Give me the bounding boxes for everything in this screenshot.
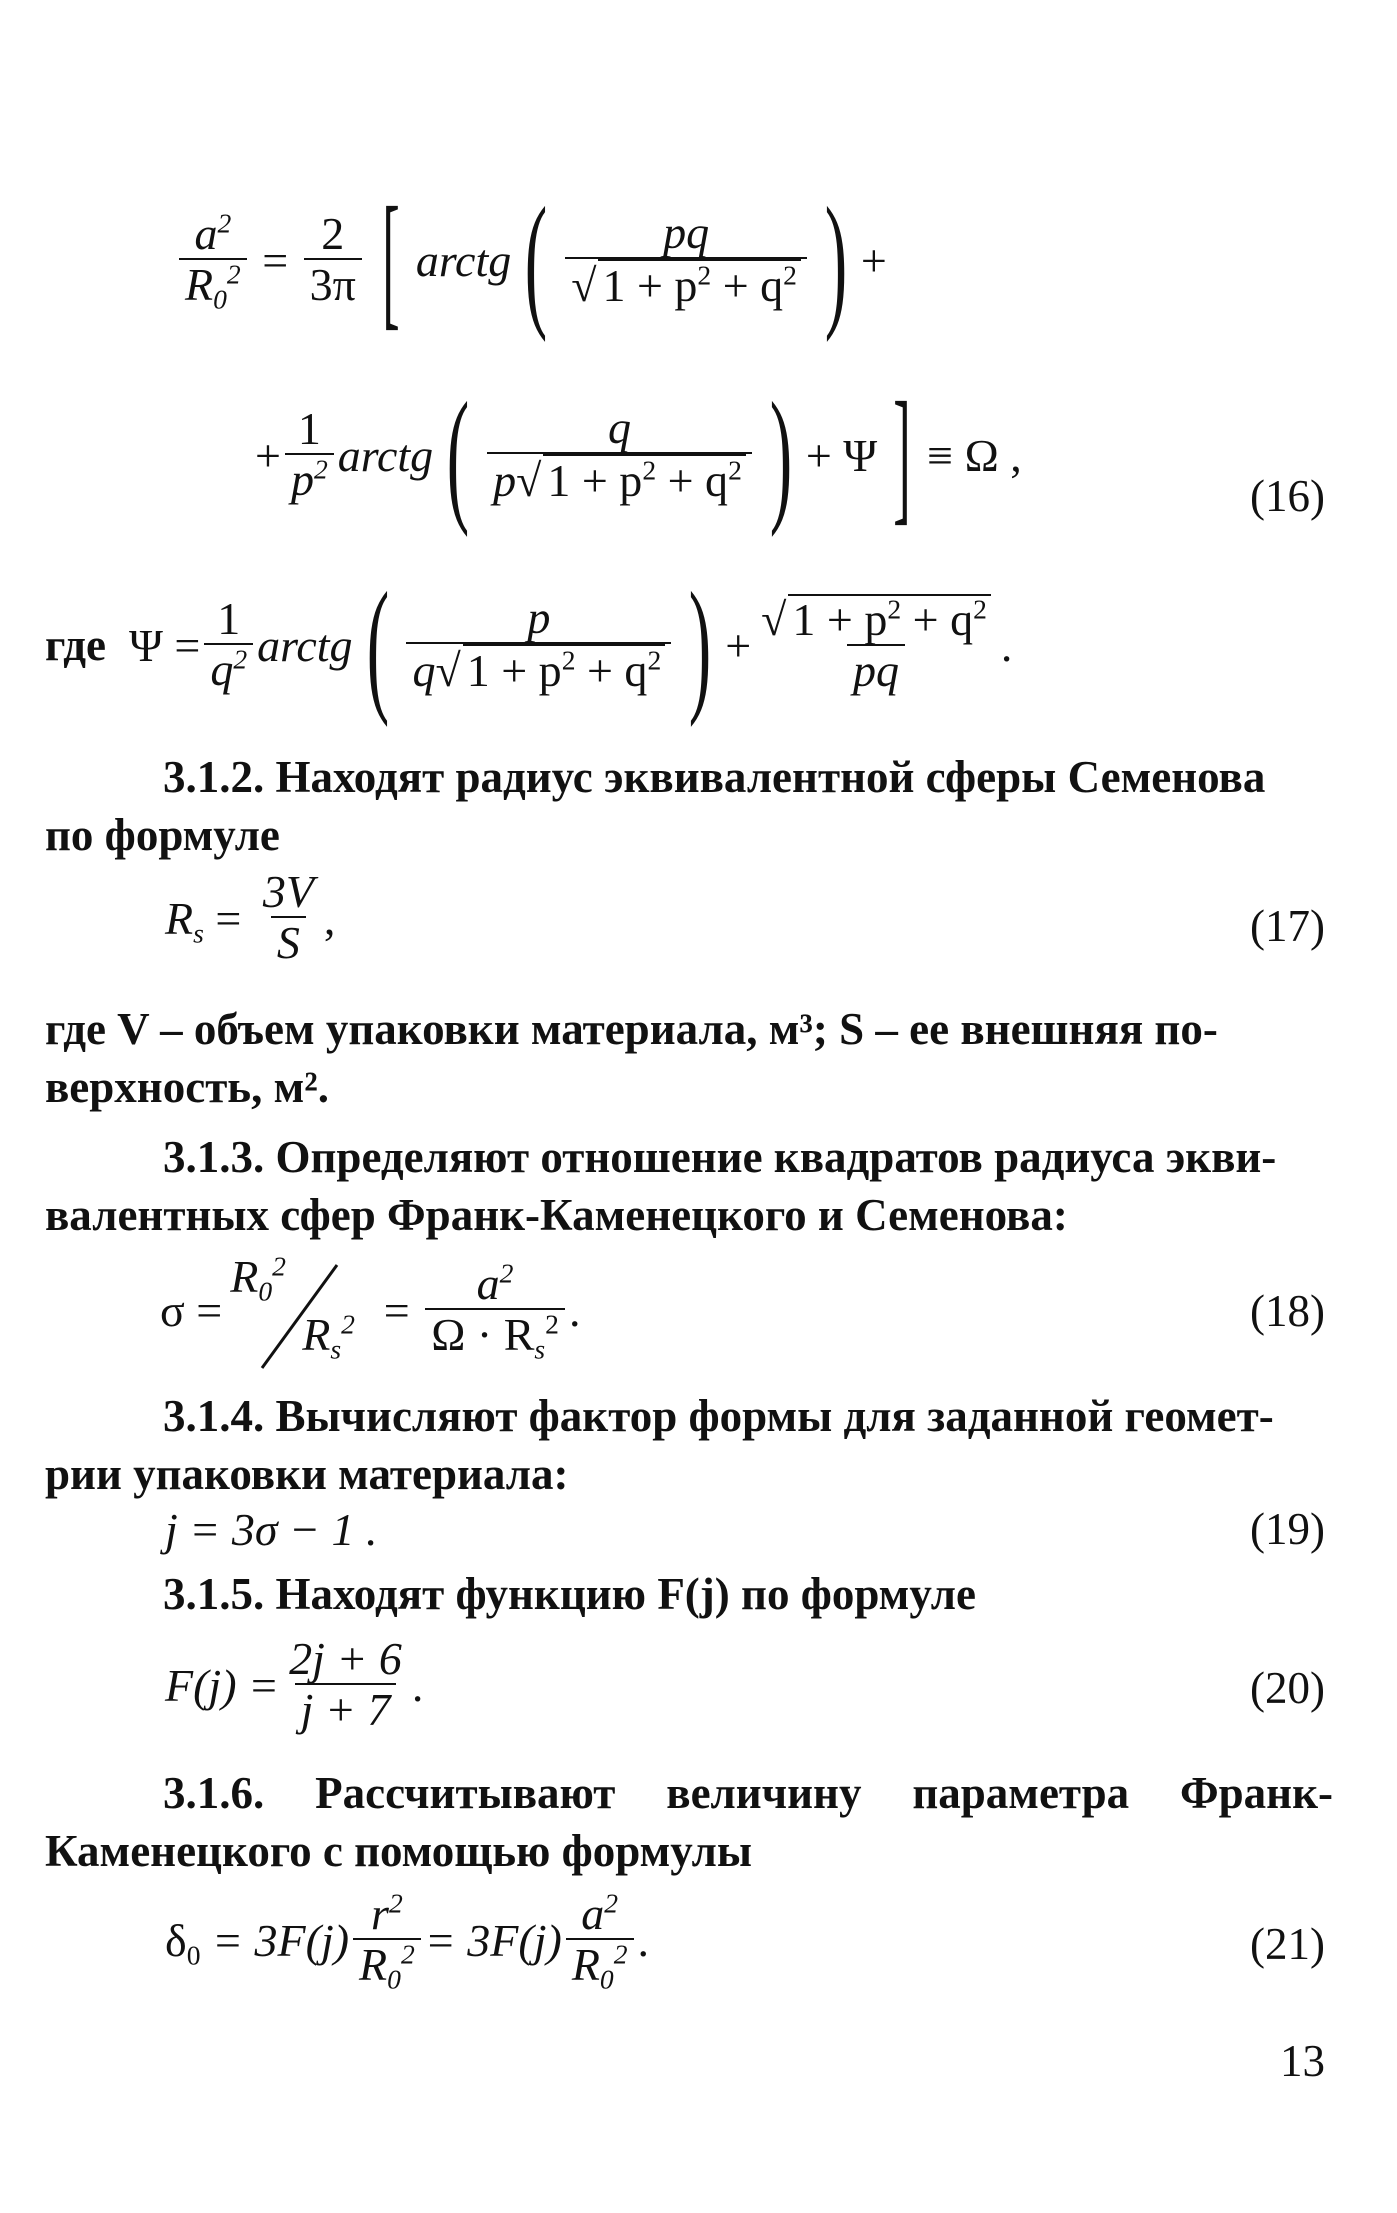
equation-17: $R_s$ = $\frac{3V}{S}$ , <box>165 866 336 969</box>
coef-fraction: $\frac{2}{3\pi}$ <box>304 210 362 311</box>
coef-fraction: $\frac{1}{p^2}$ <box>285 405 334 506</box>
equation-19-number: (19) <box>1250 1504 1325 1554</box>
arg-fraction: $\frac{pq}{√ 1 + p^2 + q^2}$ <box>565 209 807 312</box>
equation-21: $\delta_0$ = 3F(j) $\frac{r^2}{R_0^2}$ = 3F(j) $\frac{a^2}{R_0^2}$ . <box>165 1887 650 1995</box>
paragraph-3-1-2-line1: 3.1.2. Находят радиус эквивалентной сферы Семенова <box>163 752 1266 802</box>
equation-20-number: (20) <box>1250 1663 1325 1713</box>
lhs-fraction: $\frac{a^2}{R_0^2}$ <box>179 210 247 311</box>
second-fraction: $\frac{√ 1 + p^2 + q^2}{pq}$ <box>755 594 997 697</box>
fraction: $\frac{a^2}{\Omega \cdot R_s^2}$ <box>425 1260 565 1361</box>
paragraph-3-1-4-line1: 3.1.4. Вычисляют фактор формы для заданной геомет- <box>163 1391 1274 1441</box>
equation-17-number: (17) <box>1250 901 1325 951</box>
equation-20: F(j) = $\frac{2j + 6}{j + 7}$ . <box>165 1633 424 1736</box>
where-17-line2: верхность, м². <box>45 1062 329 1112</box>
equation-19: j = 3σ − 1 . <box>165 1504 378 1555</box>
fraction: $\frac{2j + 6}{j + 7}$ <box>289 1633 402 1736</box>
paragraph-3-1-5-line1: 3.1.5. Находят функцию F(j) по формуле <box>163 1569 976 1619</box>
fraction-1: $\frac{r^2}{R_0^2}$ <box>353 1890 421 1991</box>
psi-definition: где Ψ = $\frac{1}{q^2}$ arctg ( $\frac{p}{q√ 1 + p^2 + q^2}$ ) + $\frac{√ 1 + p^2 + q^2}{pq}$ . <box>45 562 1013 728</box>
equation-18: σ = $R_0^2$ $R_s^2$ = $\frac{a^2}{\Omega \cdot R_s^2}$ . <box>160 1250 580 1370</box>
equation-16-line2: + $\frac{1}{p^2}$ arctg ( $\frac{q}{p√ 1 + p^2 + q^2}$ ) + Ψ ] ≡ Ω , <box>255 372 1022 538</box>
paragraph-3-1-6-line2: Каменецкого с помощью формулы <box>45 1826 753 1876</box>
paragraph-3-1-4-line2: рии упаковки материала: <box>45 1449 569 1499</box>
paragraph-3-1-6-line1: 3.1.6. Рассчитывают величину параметра Франк- <box>163 1768 1333 1818</box>
paragraph-3-1-3-line2: валентных сфер Франк-Каменецкого и Семенова: <box>45 1190 1068 1240</box>
paragraph-3-1-3-line1: 3.1.3. Определяют отношение квадратов радиуса экви- <box>163 1132 1277 1182</box>
paragraph-3-1-2-line2: по формуле <box>45 810 280 860</box>
where-17-line1: где V – объем упаковки материала, м³; S – ее внешняя по- <box>45 1004 1218 1054</box>
coef-fraction: $\frac{1}{q^2}$ <box>204 595 253 696</box>
equation-18-number: (18) <box>1250 1286 1325 1336</box>
arg-fraction: $\frac{q}{p√ 1 + p^2 + q^2}$ <box>487 404 752 507</box>
equation-16-number: (16) <box>1250 471 1325 521</box>
equation-16-line1: $\frac{a^2}{R_0^2}$ = $\frac{2}{3\pi}$ [ arctg ( $\frac{pq}{√ 1 + p^2 + q^2}$ ) + <box>175 185 887 335</box>
fraction: $\frac{3V}{S}$ <box>262 866 314 969</box>
arg-fraction: $\frac{p}{q√ 1 + p^2 + q^2}$ <box>406 594 671 697</box>
slash-fraction: $R_0^2$ $R_s^2$ <box>222 1250 372 1370</box>
equation-21-number: (21) <box>1250 1919 1325 1969</box>
fraction-2: $\frac{a^2}{R_0^2}$ <box>566 1890 634 1991</box>
page-number: 13 <box>1280 2036 1325 2086</box>
